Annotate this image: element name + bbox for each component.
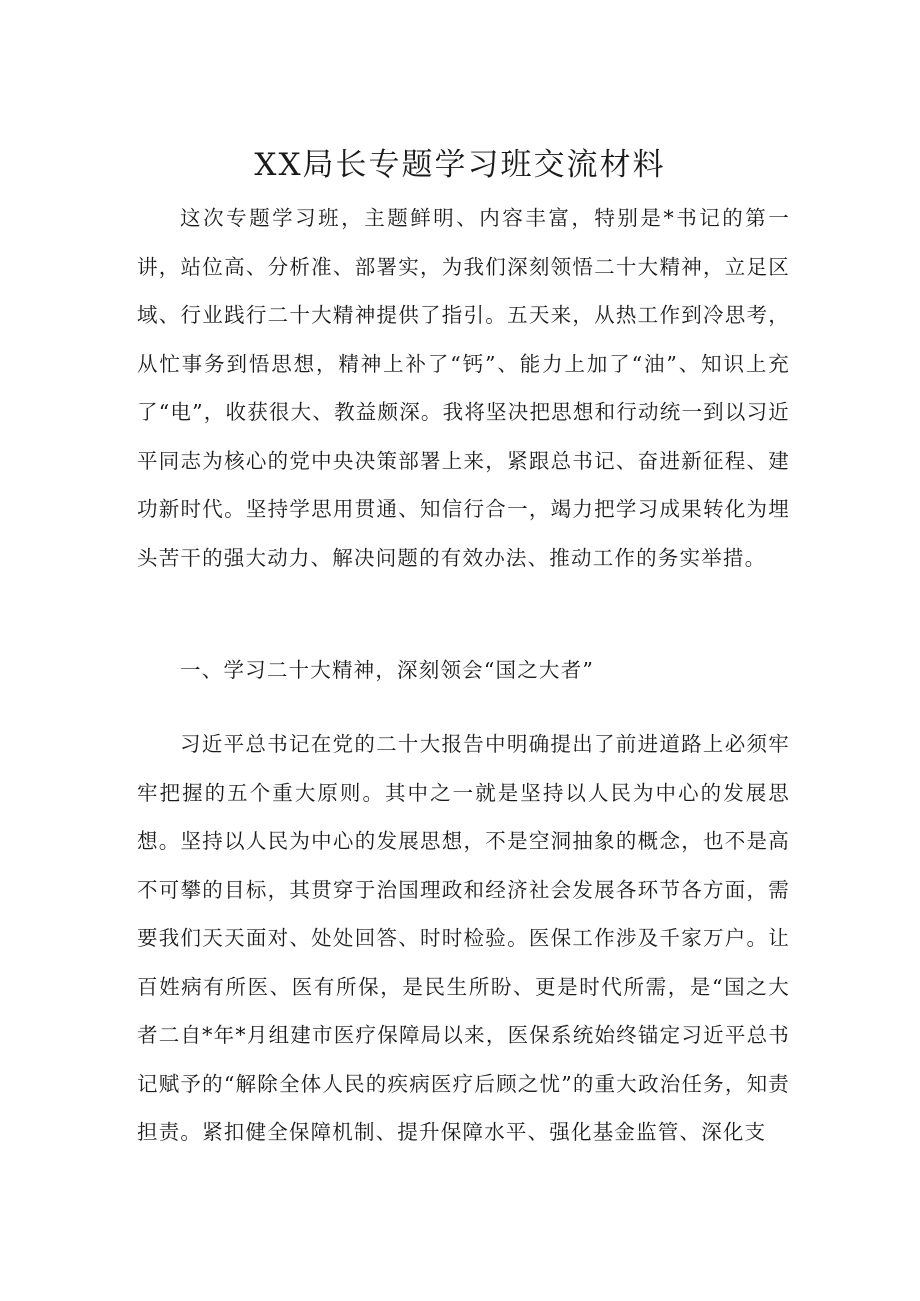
intro-paragraph: 这次专题学习班，主题鲜明、内容丰富，特别是*书记的第一讲，站位高、分析准、部署实，为我们深刻领悟二十大精神，立足区域、行业践行二十大精神提供了指引。五天来，从热工作到冷思考，从忙事务到悟思想，精神上补了“钙”、能力上加了“油”、知识上充了“电”，收获很大、教益颇深。我将坚决把思想和行动统一到以习近平同志为核心的党中央决策部署上来，紧跟总书记、奋进新征程、建功新时代。坚持学思用贯通、知信行合一，竭力把学习成果转化为埋头苦干的强大动力、解决问题的有效办法、推动工作的务实举措。 xyxy=(137,206,790,570)
body-paragraph: 习近平总书记在党的二十大报告中明确提出了前进道路上必须牢牢把握的五个重大原则。其中之一就是坚持以人民为中心的发展思想。坚持以人民为中心的发展思想，不是空洞抽象的概念，也不是高不可攀的目标，其贯穿于治国理政和经济社会发展各环节各方面，需要我们天天面对、处处回答、时时检验。医保工作涉及千家万户。让百姓病有所医、医有所保，是民生所盼、更是时代所需，是“国之大者二自*年*月组建市医疗保障局以来，医保系统始终锚定习近平总书记赋予的“解除全体人民的疾病医疗后顾之忧”的重大政治任务，知责担责。紧扣健全保障机制、提升保障水平、强化基金监管、深化支 xyxy=(137,732,790,1144)
document-title: XX局长专题学习班交流材料 xyxy=(254,147,666,183)
section-heading: 一、学习二十大精神，深刻领会“国之大者” xyxy=(180,658,595,682)
